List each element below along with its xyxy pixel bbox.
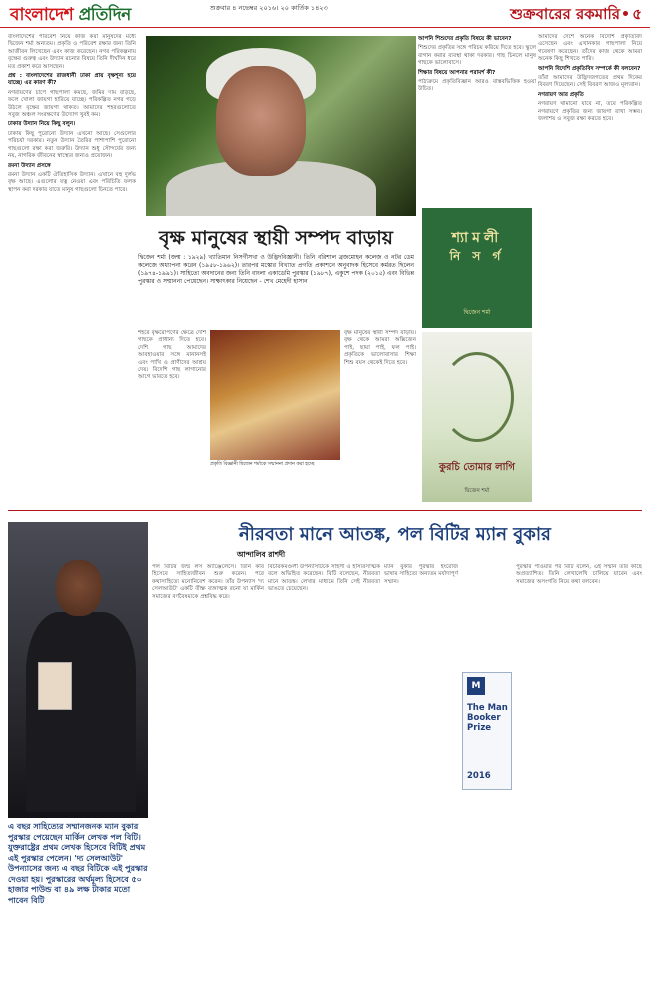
lead-paragraph: দ্বিজেন শর্মা (জন্ম : ১৯২৯) খ্যাতিমান নিসর্গীসখা ও উদ্ভিদবিজ্ঞানী। তিনি বরিশাল ব্রজমোহন কলেজ ও নটর ডেম কলেজে অধ্যাপনা করেন (১৯৫৮-১৯৬২)। তারপর মস্কোর বিখ্যাত প্রগতি প্রকাশনে অনুবাদক হিসেবে কর্মরত ছিলেন (১৯৭৪-১৯৯১)। সাহিত্যে অবদানের জন্য তিনি বাংলা একাডেমি পুরস্কার (১৯৮৭), একুশে পদক (২০১৫) এবং বিভিন্ন পুরস্কার ও সম্মাননা পেয়েছেন। সাক্ষাৎকার নিয়েছেন - শেখ মেহেদী হাসান	[138, 254, 414, 285]
article-column-8: ম্যান বুকার পুরস্কার ইংরেজি ভাষার সাহিত্যে অন্যতম মর্যাদাপূর্ণ সম্মান।	[384, 564, 458, 585]
book-cover-kurchi-tomar-lagi	[422, 332, 532, 502]
article-column-7: বিচারকমণ্ডলী উপন্যাসটিকে সাহসী ও হাস্যরসাত্মক বলে অভিহিত করেছেন। বিটি বলেছেন, নীরবতা মানে আতঙ্ক। লেখার মাধ্যমে তিনি সেই নীরবতা ভাঙতে চেয়েছেন।	[268, 564, 380, 593]
book-cover-shyamoli-nisorgo	[422, 208, 532, 328]
bullet-icon	[623, 11, 628, 16]
brand-part-2: প্রতিদিন	[78, 5, 131, 25]
article-column-6: পল বিটির জন্ম লস অ্যাঞ্জেলেসে। তিনি কবি হিসেবে সাহিত্যজীবন শুরু করেন। পরে কথাসাহিত্যে মনোনিবেশ করেন। তাঁর উপন্যাস 'দ্য সেলআউট' একটি তীক্ষ্ণ ব্যঙ্গাত্মক রচনা যা মার্কিন সমাজের বর্ণবৈষম্যকে প্রশ্নবিদ্ধ করে।	[152, 564, 264, 600]
article-column-5: আমাদের দেশে অনেক বিদেশি প্রকৃতিবিদ এসেছেন এবং এখানকার গাছপালা নিয়ে গবেষণা করেছেন। তাঁদের কাজ থেকে আমরা অনেক কিছু শিখতে পারি। আপনি বিদেশি প্রকৃতিবিদ সম্পর্কে কী বলবেন? তাঁরা আমাদের উদ্ভিদজগতের প্রথম দিকের বিবরণ দিয়েছেন। সেই বিবরণ আজও মূল্যবান। নগরায়ণ আর প্রকৃতি নগরায়ণ থামানো যাবে না, তবে পরিকল্পিত নগরায়ণে প্রকৃতির জন্য জায়গা রাখা সম্ভব। জলাশয় ও সবুজ রক্ষা করতে হবে।	[538, 34, 642, 123]
article-column-2: শহরে বৃক্ষরোপণের ক্ষেত্রে দেশি গাছকে প্রাধান্য দিতে হবে। দেশি গাছ আমাদের আবহাওয়ার সঙ্গে মানানসই এবং পাখি ও প্রাণীদের আশ্রয় দেয়। বিদেশি গাছ লাগানোর আগে ভাবতে হবে।	[138, 330, 206, 381]
interview-question: আপনি বিদেশি প্রকৃতিবিদ সম্পর্কে কী বলবেন?	[538, 65, 641, 72]
head-shape	[56, 560, 102, 616]
interview-question: প্রশ্ন : বাংলাদেশের রাজধানী ঢাকা প্রায় বৃক্ষশূন্য হয়ে যাচ্ছে। এর কারণ কী?	[8, 73, 136, 87]
interview-question: শিক্ষার বিষয়ে আপনার পরামর্শ কী?	[418, 69, 496, 76]
paul-beatty-photo	[8, 522, 148, 818]
book-title-line-2: নি স র্গ	[449, 249, 505, 263]
headline-story-1: বৃক্ষ মানুষের স্থায়ী সম্পদ বাড়ায়	[158, 227, 393, 249]
article-column-9: পুরস্কার পাওয়ার পর বিটি বলেন, এই সম্মান তাঁর কাছে অপ্রত্যাশিত। তিনি লেখালেখি চালিয়ে যাবেন এবং সমাজের অসংগতি নিয়ে কথা বলবেন।	[516, 564, 642, 585]
prize-year: 2016	[467, 771, 491, 781]
article-column-4: আপনি শিশুদের প্রকৃতি বিষয়ে কী ভাবেন? শিশুদের প্রকৃতির সঙ্গে পরিচয় করিয়ে দিতে হবে। স্কুলে বাগান করার ব্যবস্থা থাকা দরকার। গাছ চিনলে মানুষ গাছকে ভালোবাসে। শিক্ষার বিষয়ে আপনার পরামর্শ কী? পাঠ্যক্রমে প্রকৃতিবিজ্ঞান আরও বাস্তবভিত্তিক হওয়া উচিত।	[418, 36, 536, 93]
author-portrait-photo	[146, 36, 416, 216]
interview-question: রমনা উদ্যান প্রসঙ্গে	[8, 162, 51, 169]
page-number: ৫	[632, 5, 642, 23]
article-column-1: বাংলাদেশের পরিবেশ নিয়ে কাজ করা মানুষদের মধ্যে দ্বিজেন শর্মা অন্যতম। প্রকৃতি ও পরিবেশ রক্ষার জন্য তিনি আজীবন লিখেছেন এবং কাজ করেছেন। নগর পরিকল্পনায় বৃক্ষের গুরুত্ব এবং উদ্যান রচনার বিষয়ে তিনি দীর্ঘদিন ধরে মত প্রকাশ করে আসছেন। প্রশ্ন : বাংলাদেশের রাজধানী ঢাকা প্রায় বৃক্ষশূন্য হয়ে যাচ্ছে। এর কারণ কী? নগরায়ণের চাপে গাছপালা কমছে, জমির দাম বাড়ছে, ফলে খোলা জায়গা হারিয়ে যাচ্ছে। পরিকল্পিত নগর গড়ে উঠলে বৃক্ষের জায়গা থাকত। আমাদের শহরগুলোতে সবুজ অঞ্চল সংরক্ষণের উদ্যোগ খুবই কম। ঢাকার উদ্যান নিয়ে কিছু বলুন। ঢাকায় কিছু পুরোনো উদ্যান এখনো আছে। সেগুলোর পরিচর্যা দরকার। নতুন উদ্যান তৈরির পাশাপাশি পুরোনো গাছগুলো রক্ষা করা জরুরি। উদ্যান শুধু সৌন্দর্যের জন্য নয়, নাগরিক জীবনের স্বাস্থ্যের জন্যও প্রয়োজন। রমনা উদ্যান প্রসঙ্গে রমনা উদ্যান একটি ঐতিহাসিক উদ্যান। এখানে বহু দুর্লভ বৃক্ষ আছে। এগুলোর যত্ন নেওয়া এবং পরিচিতি ফলক স্থাপন করা দরকার যাতে মানুষ গাছগুলো চিনতে পারে।	[8, 34, 136, 193]
prize-title: The Man Booker Prize	[467, 703, 508, 733]
section-title: শুক্রবারের রকমারি	[510, 5, 620, 23]
byline: আন্দালিব রাশদী	[236, 550, 286, 559]
article-column-3: বৃক্ষ মানুষের স্থায়ী সম্পদ বাড়ায়। বৃক্ষ থেকে আমরা অক্সিজেন পাই, ছায়া পাই, ফল পাই। প্রকৃতিকে ভালোবাসার শিক্ষা শিশু বয়স থেকেই দিতে হবে।	[344, 330, 416, 366]
face-shape	[216, 66, 306, 176]
newspaper-logo	[10, 2, 131, 30]
man-group-logo: M	[467, 677, 485, 695]
book-in-hand	[38, 662, 72, 710]
photo-caption-story-2: এ বছর সাহিত্যের সম্মানজনক ম্যান বুকার পুরস্কার পেয়েছেন মার্কিন লেখক পল বিটি। যুক্তরাষ্ট্রের প্রথম লেখক হিসেবে বিটিই প্রথম এই পুরস্কার পেলেন। 'দ্য সেলআউট' উপন্যাসের জন্য এ বছর বিটিকে এই পুরস্কার দেওয়া হয়। পুরস্কারের অর্থমূল্য হিসেবে ৫০ হাজার পাউন্ড বা ৪৯ লক্ষ টাকার মতো পাবেন বিটি	[8, 822, 148, 905]
masthead	[0, 0, 650, 28]
interview-question: ঢাকার উদ্যান নিয়ে কিছু বলুন।	[8, 121, 76, 128]
man-booker-prize-logo	[462, 672, 512, 790]
book-title: শ্যামলী	[451, 230, 503, 246]
interview-question: নগরায়ণ আর প্রকৃতি	[538, 91, 584, 98]
brand-part-1: বাংলাদেশ	[10, 5, 74, 25]
headline-story-2: নীরবতা মানে আতঙ্ক, পল বিটির ম্যান বুকার	[239, 524, 551, 545]
decorative-curve	[440, 352, 514, 442]
ceremony-photo	[210, 330, 340, 460]
photo-caption: প্রকৃতি বিজ্ঞানী দ্বিজেন শর্মাকে সম্মাননা প্রদান করা হচ্ছে	[210, 462, 315, 467]
interview-question: আপনি শিশুদের প্রকৃতি বিষয়ে কী ভাবেন?	[418, 36, 512, 42]
dateline: শুক্রবার ৪ নভেম্বর ২০১৬। ২০ কার্তিক ১৪২৩	[210, 4, 328, 12]
book-author: দ্বিজেন শর্মা	[463, 309, 491, 316]
book-author: দ্বিজেন শর্মা	[464, 488, 490, 494]
book-title: কুরচি তোমার লাগি	[439, 462, 515, 473]
body-shape	[26, 612, 136, 812]
section-divider	[8, 510, 642, 511]
